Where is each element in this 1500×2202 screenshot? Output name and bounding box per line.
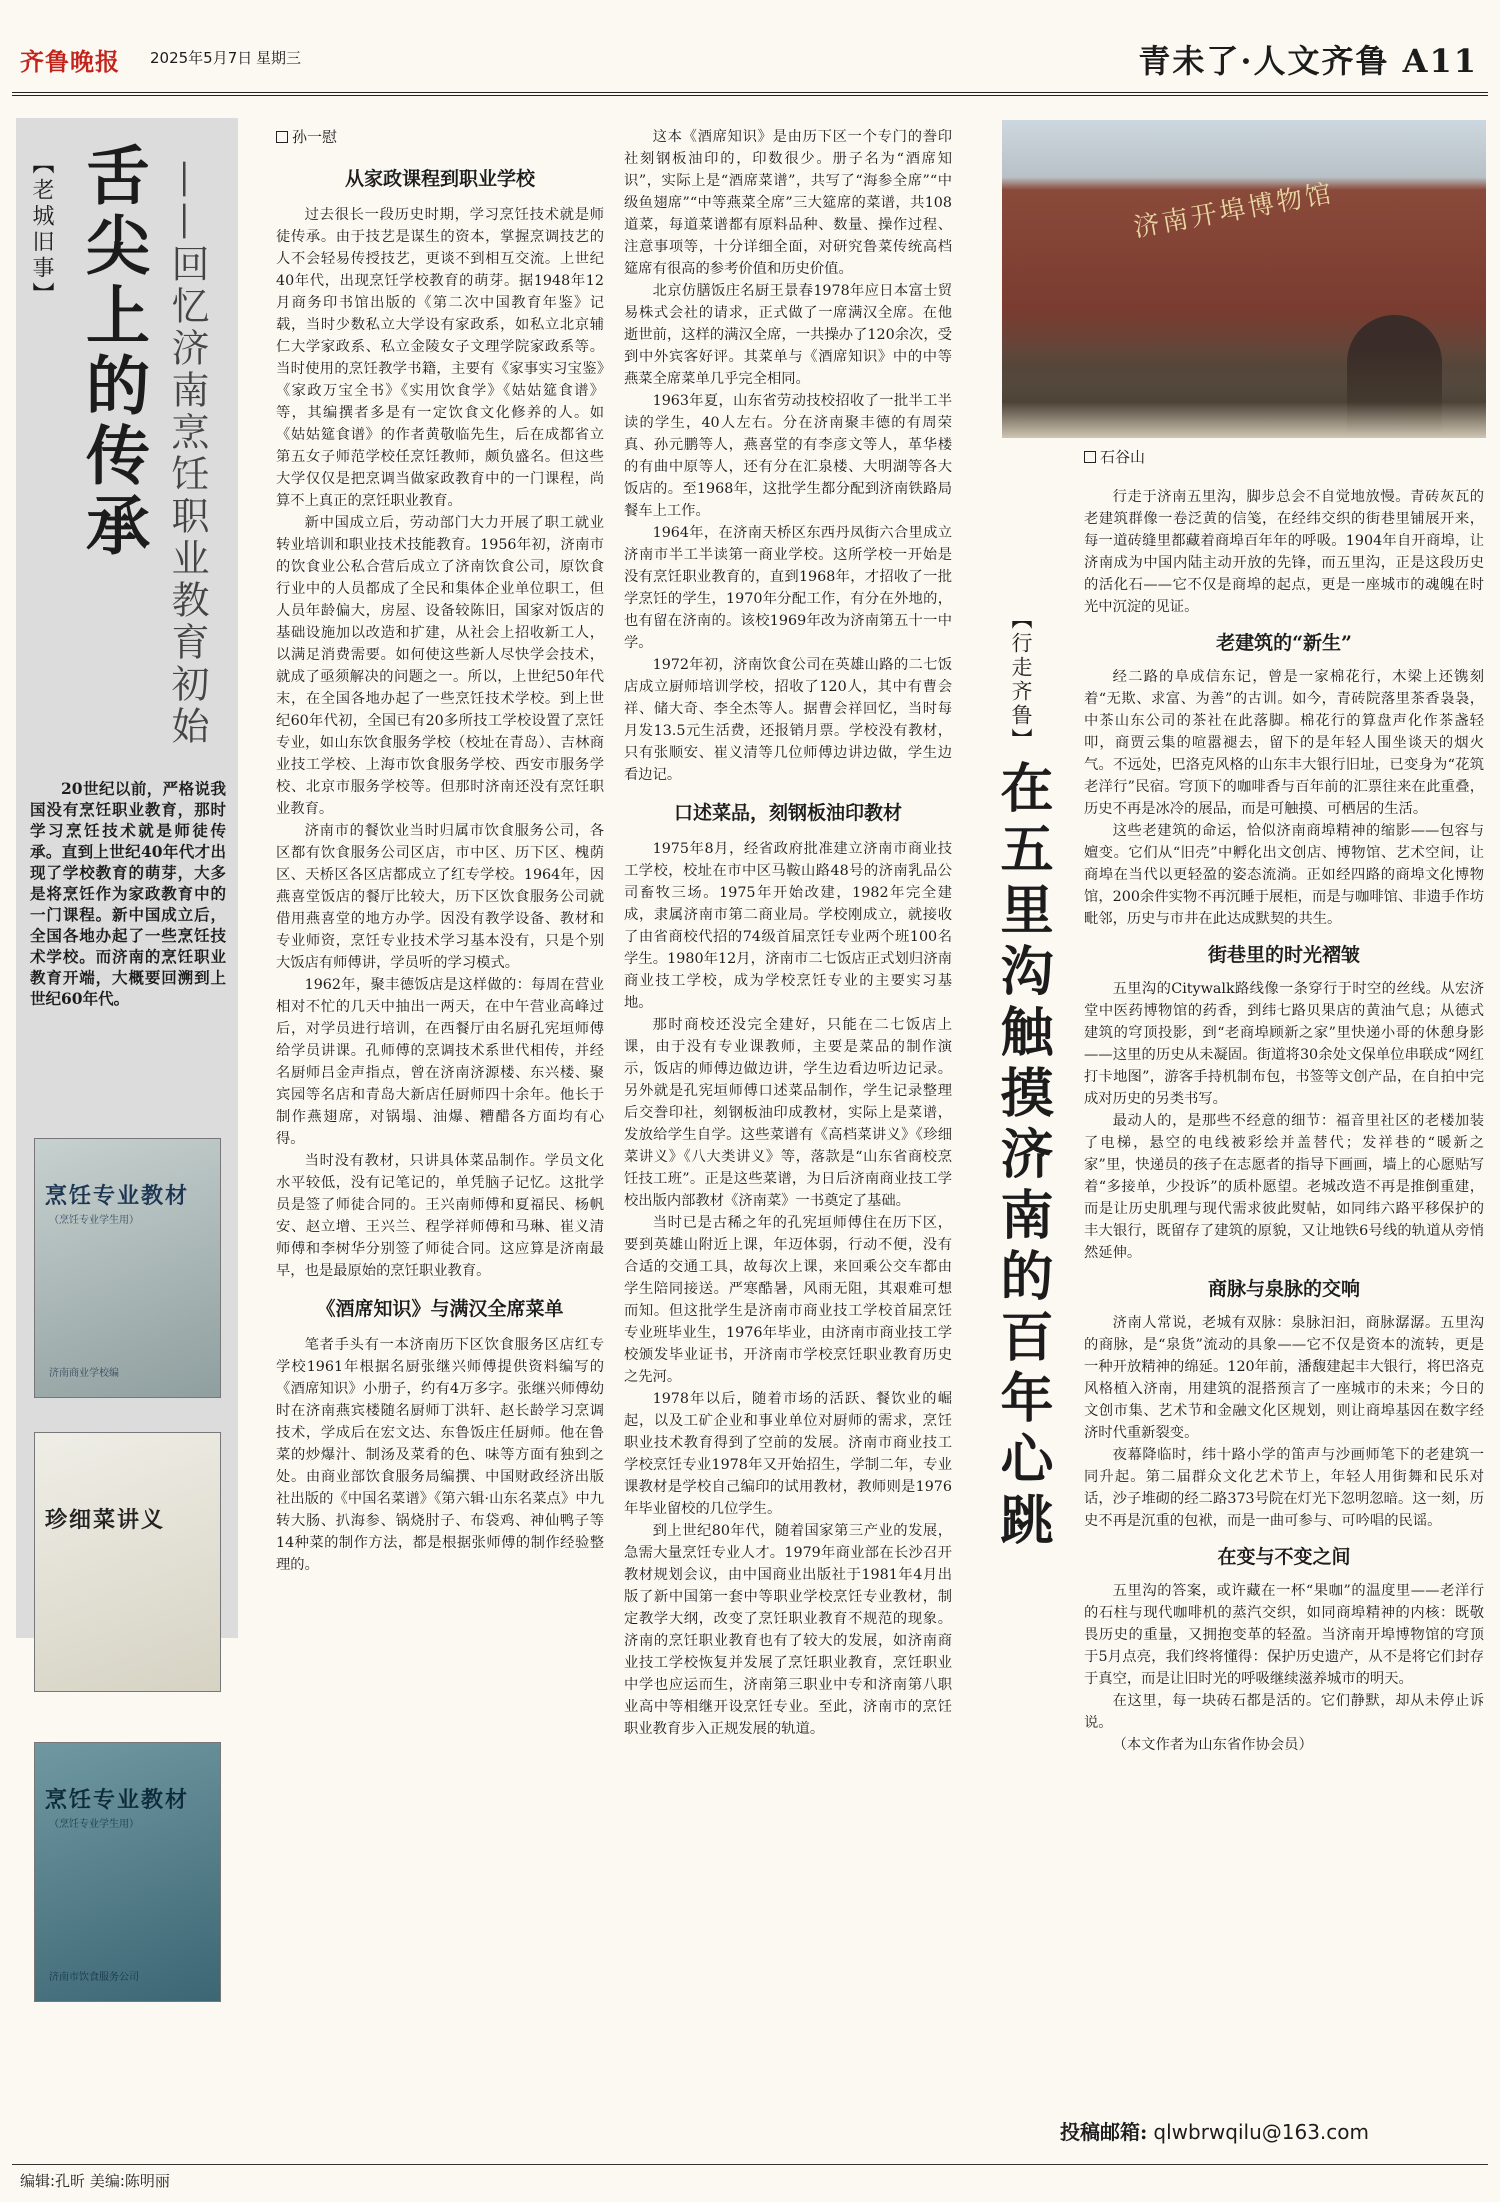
article-title: 舌尖上的传承 xyxy=(75,142,150,562)
paragraph: 过去很长一段历史时期，学习烹饪技术就是师徒传承。由于技艺是谋生的资本，掌握烹调技艺的人不会轻易传授技艺，更谈不到相互交流。上世纪40年代，出现烹饪学校教育的萌芽。据1948年12月商务印书馆出版的《第二次中国教育年鉴》记载，当时少数私立大学设有家政系，如私立北京辅仁大学家政系、私立金陵女子文理学院家政系等。当时使用的烹饪教学书籍，主要有《家事实习宝鉴》《家政万宝全书》《实用饮食学》《姑姑筵食谱》等，其编撰者多是有一定饮食文化修养的人。如《姑姑筵食谱》的作者黄敬临先生，后在成都省立第五女子师范学校任烹饪教师，颇负盛名。但这些大学仅仅是把烹调当做家政教育中的一门课程，尚算不上真正的烹饪职业教育。 xyxy=(276,207,604,509)
book-cover-image xyxy=(34,1742,221,2002)
paragraph: 那时商校还没完全建好，只能在二七饭店上课，由于没有专业课教师，主要是菜品的制作演示，饭店的师傅边做边讲，学生边看边听边记录。另外就是孔宪垣师傅口述菜品制作，学生记录整理后交誊印社，刻钢板油印成教材，实际上是菜谱，发放给学生自学。这些菜谱有《高档菜讲义》《珍细菜讲义》《八大类讲义》等，落款是“山东省商校烹饪技工班”。正是这些菜谱，为日后济南商业技工学校出版内部教材《济南菜》一书奠定了基础。 xyxy=(624,1017,952,1209)
paragraph: 1963年夏，山东省劳动技校招收了一批半工半读的学生，40人左右。分在济南聚丰德的有周荣真、孙元鹏等人，燕喜堂的有李彦文等人，革华楼的有曲中原等人，还有分在汇泉楼、大明湖等各大饭店的。至1968年，这批学生都分配到济南铁路局餐车上工作。 xyxy=(624,393,952,519)
paragraph: 1964年，在济南天桥区东西丹凤街六合里成立济南市半工半读第一商业学校。这所学校一开始是没有烹饪职业教育的，直到1968年，才招收了一批学烹饪的学生，1970年分配工作，有分在外地的，也有留在济南的。该校1969年改为济南第五十一中学。 xyxy=(624,525,952,651)
book-cover-image xyxy=(34,1432,221,1692)
submission-info xyxy=(1060,2116,1369,2145)
paragraph: 当时没有教材，只讲具体菜品制作。学员文化水平较低，没有记笔记的，单凭脑子记忆。这批学员是签了师徒合同的。王兴南师傅和夏福民、杨帆安、赵立增、王兴兰、程学祥师傅和马琳、崔义清师傅和李树华分别签了师徒合同。这应算是济南最早，也是最原始的烹饪职业教育。 xyxy=(276,1153,604,1279)
article-intro: 20世纪以前，严格说我国没有烹饪职业教育，那时学习烹饪技术就是师徒传承。直到上世纪40年代才出现了学校教育的萌芽，大多是将烹饪作为家政教育中的一门课程。新中国成立后，全国各地办起了一些烹饪技术学校。而济南的烹饪职业教育开端，大概要回溯到上世纪60年代。 xyxy=(30,779,226,1008)
column-tag: 【行走齐鲁】 xyxy=(1009,608,1033,752)
masthead-logo: 齐鲁晚报 xyxy=(20,47,120,76)
submission-label: 投稿邮箱: xyxy=(1060,2120,1148,2144)
section-heading: 从家政课程到职业学校 xyxy=(344,168,535,190)
foreground-trees xyxy=(1002,348,1486,438)
museum-sign: 济南开埠博物馆 xyxy=(1131,178,1337,244)
submission-email[interactable]: qlwbrwqilu@163.com xyxy=(1153,2120,1370,2144)
book-cover-image xyxy=(34,1138,221,1398)
paragraph: 五里沟的答案，或许藏在一杯“果咖”的温度里——老洋行的石柱与现代咖啡机的蒸汽交织，如同商埠精神的内核：既敬畏历史的重量，又拥抱变革的轻盈。当济南开埠博物馆的穹顶于5月点亮，我们终将懂得：保护历史遗产，从不是将它们封存于真空，而是让旧时光的呼吸继续滋养城市的明天。 xyxy=(1084,1583,1484,1687)
paragraph: 北京仿膳饭庄名厨王景春1978年应日本富士贸易株式会社的请求，正式做了一席满汉全席。在他逝世前，这样的满汉全席，一共操办了120余次，受到中外宾客好评。其菜单与《酒席知识》中的中等燕菜全席菜单几乎完全相同。 xyxy=(624,283,952,387)
section-title: 青未了·人文齐鲁 A11 xyxy=(1138,42,1478,80)
paragraph: 最动人的，是那些不经意的细节：福音里社区的老楼加装了电梯，悬空的电线被彩绘并盖替代；发祥巷的“暖新之家”里，快递员的孩子在志愿者的指导下画画，墙上的心愿贴写着“多接单，少投诉”的质朴愿望。老城改造不再是推倒重建，而是让历史肌理与现代需求彼此熨帖，如同纬六路平移保护的丰大银行，既留存了建筑的原貌，又让地铁6号线的轨道从旁悄然延伸。 xyxy=(1084,1113,1484,1261)
paragraph: 这本《酒席知识》是由历下区一个专门的誊印社刻钢板油印的，印数很少。册子名为“酒席知识”，实际上是“酒席菜谱”，共写了“海参全席”“中级鱼翅席”“中等燕菜全席”三大筵席的菜谱，共108道菜，每道菜谱都有原料品种、数量、操作过程、注意事项等，十分详细全面，对研究鲁菜传统高档筵席有很高的参考价值和历史价值。 xyxy=(624,129,952,277)
article-subtitle: ——回忆济南烹饪职业教育初始 xyxy=(165,160,209,748)
byline: 孙一慰 xyxy=(276,126,604,148)
section-heading: 《酒席知识》与满汉全席菜单 xyxy=(316,1298,564,1320)
footer-rule xyxy=(12,2164,1488,2165)
paragraph: 济南人常说，老城有双脉：泉脉汩汩，商脉潺潺。五里沟的商脉，是“泉货”流动的具象——它不仅是资本的流转，更是一种开放精神的绵延。120年前，潘馥建起丰大银行，将巴洛克风格植入济南，用建筑的混搭预言了一座城市的未来；今日的文创市集、艺术节和金融文化区规划，则让商埠基因在数字经济时代重新裂变。 xyxy=(1084,1315,1484,1441)
issue-date: 2025年5月7日 xyxy=(150,49,253,67)
book-title: 烹饪专业教材 xyxy=(45,1787,190,1813)
paragraph: 行走于济南五里沟，脚步总会不自觉地放慢。青砖灰瓦的老建筑群像一卷泛黄的信笺，在经纬交织的街巷里铺展开来，每一道砖缝里都藏着商埠百年年的呼吸。1904年自开商埠，让济南成为中国内陆主动开放的先锋，而五里沟，正是这段历史的活化石——它不仅是商埠的起点，更是一座城市的魂魄在时光中沉淀的见证。 xyxy=(1084,489,1484,615)
paragraph: 新中国成立后，劳动部门大力开展了职工就业转业培训和职业技术技能教育。1956年初，济南市的饮食业公私合营后成立了济南饮食公司，原饮食行业中的人员都成了全民和集体企业单位职工，但人员年龄偏大，房屋、设备较陈旧，国家对饭店的基础设施加以改造和扩建，从社会上招收新工人，以满足消费需要。如何使这些新人尽快学会技术，就成了亟须解决的问题之一。所以，上世纪50年代末，在全国各地办起了一些烹饪技术学校。到上世纪60年代初，全国已有20多所技工学校设置了烹饪专业，如山东饮食服务学校（校址在青岛）、吉林商业技工学校、上海市饮食服务学校、西安市服务学校、北京市服务学校等。但那时济南还没有烹饪职业教育。 xyxy=(276,515,604,817)
paragraph: 这些老建筑的命运，恰似济南商埠精神的缩影——包容与嬗变。它们从“旧壳”中孵化出文创店、博物馆、艺术空间，让商埠在当代以更轻盈的姿态流淌。正如经四路的商埠文化博物馆，200余件实物不再沉睡于展柜，而是与咖啡馆、非遗手作坊毗邻，历史与市井在此达成默契的共生。 xyxy=(1084,823,1484,927)
header-rule xyxy=(12,92,1488,96)
paragraph: 笔者手头有一本济南历下区饮食服务区店红专学校1961年根据名厨张继兴师傅提供资料编写的《酒席知识》小册子，约有4万多字。张继兴师傅幼时在济南燕宾楼随名厨师丁洪轩、赵长龄学习烹调技术，学成后在宏文达、东鲁饭庄任厨师。他在鲁菜的炒爆汁、制汤及菜肴的色、味等方面有独到之处。由商业部饮食服务局编撰、中国财政经济出版社出版的《中国名菜谱》《第六辑·山东名菜点》中九转大肠、扒海参、锅烧肘子、布袋鸡、神仙鸭子等14种菜的制作方法，都是根据张师傅的制作经验整理的。 xyxy=(276,1337,604,1573)
book-title: 烹饪专业教材 xyxy=(45,1183,190,1209)
paragraph: 1978年以后，随着市场的活跃、餐饮业的崛起，以及工矿企业和事业单位对厨师的需求，烹饪职业技术教育得到了空前的发展。济南市商业技工学校烹饪专业1978年又开始招生，学制二年，专业课教材是学校自己编印的试用教材，教师则是1976年毕业留校的几位学生。 xyxy=(624,1391,952,1517)
article-column xyxy=(624,126,952,1740)
paragraph: 济南市的餐饮业当时归属市饮食服务公司，各区都有饮食服务公司区店，市中区、历下区、槐荫区、天桥区各区店都成立了红专学校。1964年，因燕喜堂饭店的餐厅比较大，历下区饮食服务公司就借用燕喜堂的地方办学。因没有教学设备、教材和专业师资，烹饪专业技术学习基本没有，只是个别大饭店有师傅讲，学员听的学习模式。 xyxy=(276,823,604,971)
paragraph: 1972年初，济南饮食公司在英雄山路的二七饭店成立厨师培训学校，招收了120人，其中有曹会祥、储大奇、李全杰等人。据曹会祥回忆，当时每月发13.5元生活费，还报销月票。学校没有教材，只有张顺安、崔义清等几位师傅边讲边做，学生边看边记。 xyxy=(624,657,952,783)
section-heading: 商脉与泉脉的交响 xyxy=(1207,1278,1360,1300)
section-heading: 老建筑的“新生” xyxy=(1216,632,1352,654)
section-heading: 在变与不变之间 xyxy=(1217,1546,1351,1568)
article-column xyxy=(276,126,604,1576)
book-publisher: 济南市饮食服务公司 xyxy=(49,1972,139,1983)
paragraph: 在这里，每一块砖石都是活的。它们静默，却从未停止诉说。 xyxy=(1084,1693,1484,1731)
paragraph: 五里沟的Citywalk路线像一条穿行于时空的丝线。从宏济堂中医药博物馆的药香，到纬七路贝果店的黄油气息；从德式建筑的穹顶投影，到“老商埠顾新之家”里快递小哥的休憩身影——这里的历史从未凝固。街道将30余处文保单位串联成“网红打卡地图”，游客手持机制布包，书签等文创产品，在自拍中完成对历史的另类书写。 xyxy=(1084,981,1484,1107)
footer-credits: 编辑:孔昕 美编:陈明丽 xyxy=(20,2172,170,2190)
book-subtitle: （烹饪专业学生用） xyxy=(49,1215,139,1226)
section-heading: 口述菜品，刻钢板油印教材 xyxy=(673,802,902,824)
article-title: 在五里沟触摸济南的百年心跳 xyxy=(992,760,1054,1553)
section-heading: 街巷里的时光褶皱 xyxy=(1207,944,1360,966)
book-publisher: 济南商业学校编 xyxy=(49,1368,119,1379)
paragraph: 夜幕降临时，纬十路小学的笛声与沙画师笔下的老建筑一同升起。第二届群众文化艺术节上，年轻人用街舞和民乐对话，沙子堆砌的经二路373号院在灯光下忽明忽暗。这一刻，历史不再是沉重的包袱，而是一曲可参与、可吟唱的民谣。 xyxy=(1084,1447,1484,1529)
book-subtitle: （烹饪专业学生用） xyxy=(49,1819,139,1830)
book-title: 珍细菜讲义 xyxy=(45,1507,166,1533)
paragraph: 到上世纪80年代，随着国家第三产业的发展，急需大量烹饪专业人才。1979年商业部在长沙召开教材规划会议，由中国商业出版社于1981年4月出版了新中国第一套中等职业学校烹饪专业教材，制定教学大纲，改变了烹饪职业教育不规范的现象。济南的烹饪职业教育也有了较大的发展，如济南商业技工学校恢复并发展了烹饪职业教育，烹饪职业中学也应运而生，济南第三职业中专和济南第八职业高中等相继开设烹饪专业。至此，济南市的烹饪职业教育步入正规发展的轨道。 xyxy=(624,1523,952,1737)
column-tag: 【老城旧事】 xyxy=(29,152,54,308)
paragraph: 1975年8月，经省政府批准建立济南市商业技工学校，校址在市中区马鞍山路48号的济南乳品公司畜牧三场。1975年开始改建，1982年完全建成，隶属济南市第二商业局。学校刚成立，就接收了由省商校代招的74级首届烹饪专业两个班100名学生。1980年12月，济南市二七饭店正式划归济南商业技工学校，成为学校烹饪专业的主要实习基地。 xyxy=(624,841,952,1011)
byline: 石谷山 xyxy=(1084,446,1484,468)
article-column xyxy=(1084,446,1484,1756)
museum-photo xyxy=(1002,120,1486,438)
paragraph: 经二路的阜成信东记，曾是一家棉花行，木梁上还镌刻着“无欺、求富、为善”的古训。如今，青砖院落里茶香袅袅，中茶山东公司的茶社在此落脚。棉花行的算盘声化作茶盏轻叩，商贾云集的喧嚣褪去，留下的是年轻人围坐谈天的烟火气。不远处，巴洛克风格的山东丰大银行旧址，已变身为“花筑老洋行”民宿。穹顶下的咖啡香与百年前的汇票往来在此重叠，历史不再是冰冷的展品，而是可触摸、可栖居的生活。 xyxy=(1084,669,1484,817)
weekday: 星期三 xyxy=(256,49,302,67)
author-note: （本文作者为山东省作协会员） xyxy=(1112,1737,1313,1753)
paragraph: 1962年，聚丰德饭店是这样做的：每周在营业相对不忙的几天中抽出一两天，在中午营业高峰过后，对学员进行培训，在西餐厅由名厨孔宪垣师傅给学员讲课。孔师傅的烹调技术系世代相传，并经名厨师吕金声指点，曾在济南济源楼、东兴楼、聚宾园等名店和青岛大新店任厨师四十余年。他长于制作燕翅席，对锅塌、油爆、糟醋各方面均有心得。 xyxy=(276,977,604,1147)
paragraph: 当时已是古稀之年的孔宪垣师傅住在历下区，要到英雄山附近上课，年迈体弱，行动不便，没有合适的交通工具，故每次上课，来回乘公交车都由学生陪同接送。严寒酷暑，风雨无阻，其艰难可想而知。但这批学生是济南市商业技工学校首届烹饪专业班毕业生，1976年毕业，由济南市商业技工学校颁发毕业证书，开济南市学校烹饪职业教育历史之先河。 xyxy=(624,1215,952,1385)
